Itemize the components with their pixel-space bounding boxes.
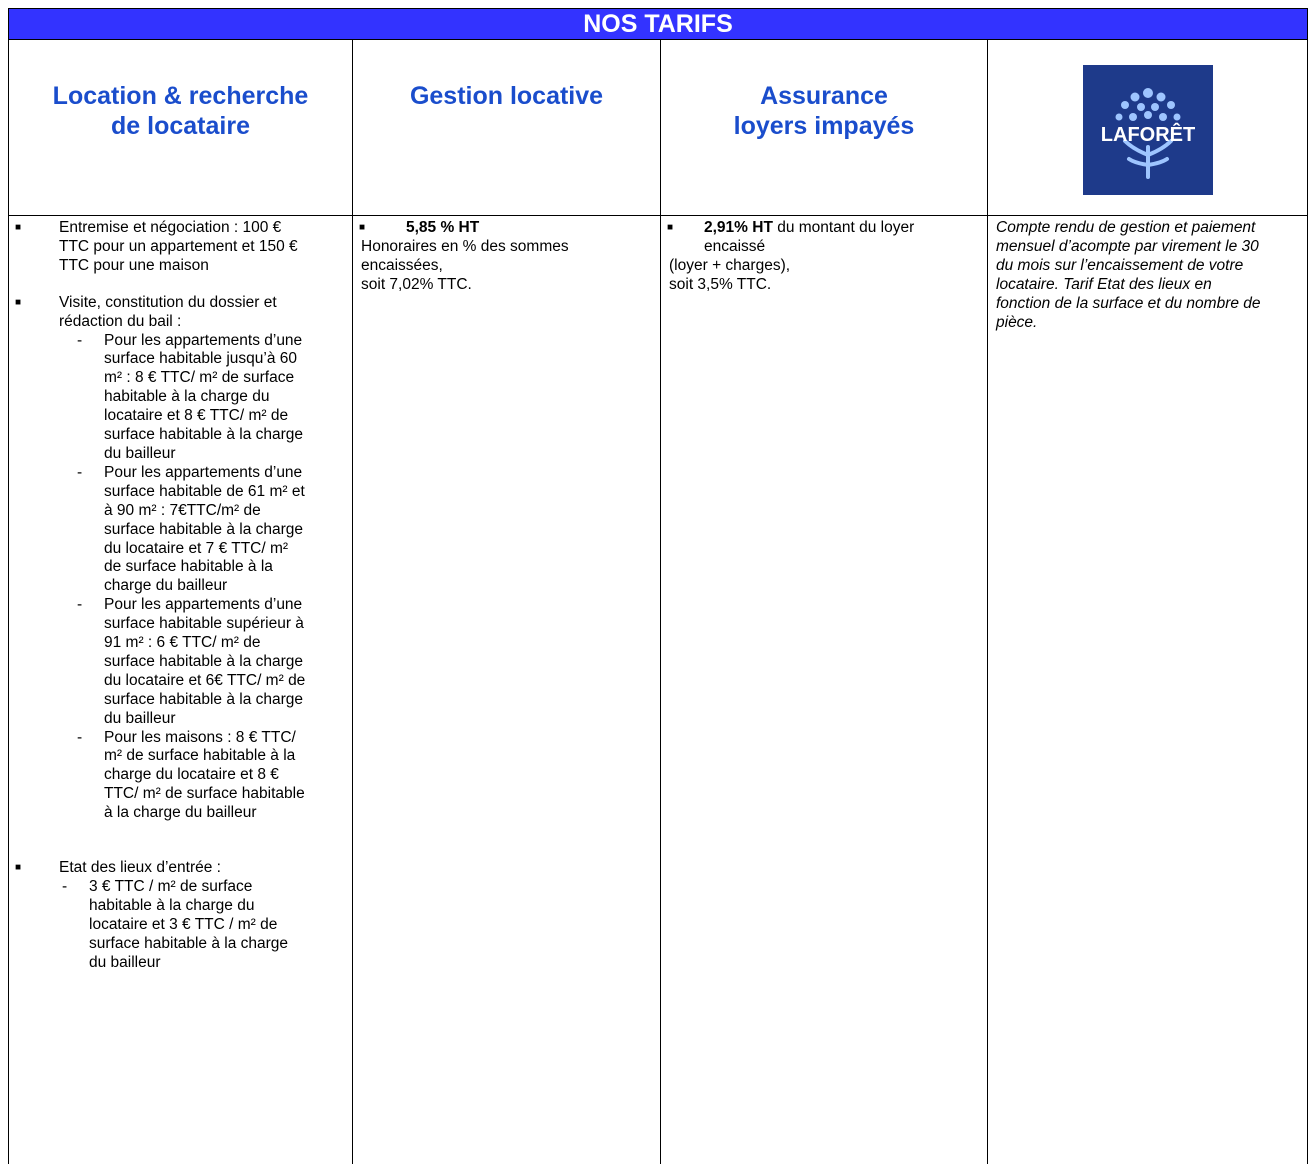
dash-marker: - [77,596,83,614]
list-item [353,219,660,238]
bullet-icon: ■ [359,222,366,233]
text-line: Visite, constitution du dossier et [59,293,277,311]
list-item [9,859,352,878]
text-line: surface habitable à la charge [104,690,304,708]
text-line: encaissées, [361,256,443,274]
text-line: surface habitable de 61 m² et [104,482,305,500]
header-assurance-line: Assurance [760,82,888,110]
sub-item [9,878,352,973]
text-line: de surface habitable à la [104,558,273,576]
list-item [661,219,987,257]
text-line: soit 7,02% TTC. [361,275,472,293]
text-line: surface habitable jusqu’à 60 [104,350,298,368]
text-line: Pour les appartements d’une [104,463,303,481]
text-line: surface habitable à la charge [104,426,304,444]
text-line: encaissé [704,237,766,255]
list-item [9,294,352,332]
header-gestion-line: Gestion locative [409,82,604,110]
text-line: Pour les maisons : 8 € TTC/ [104,728,296,746]
page-title: NOS TARIFS [8,8,1308,40]
text-line: surface habitable à la charge [104,520,304,538]
text-line: Etat des lieux d’entrée : [59,859,221,877]
text-line: soit 3,5% TTC. [669,275,772,293]
logo-text: LAFORÊT [1100,124,1196,146]
sub-item [9,332,352,464]
gestion-rate: 5,85 % HT [406,219,480,236]
text-line: surface habitable supérieur à [104,615,304,633]
header-location [9,39,352,215]
sub-item [9,464,352,596]
dash-marker: - [77,728,83,746]
list-item [9,219,352,276]
text-line: pièce. [996,313,1038,331]
column-divider [987,39,988,1164]
tariff-sheet [8,8,1310,1164]
bullet-icon: ■ [667,222,674,233]
header-divider [9,215,1307,216]
text-line: du montant du loyer [772,219,915,236]
assurance-rate: 2,91% HT [704,219,773,236]
text-line: surface habitable à la charge [104,652,304,670]
dash-marker: - [77,331,83,349]
text-line: 91 m² : 6 € TTC/ m² de [104,634,261,652]
text-line: Entremise et négociation : 100 € [59,219,282,236]
text-line: habitable à la charge du [104,388,270,406]
dash-marker: - [77,463,83,481]
bullet-icon: ■ [15,296,22,308]
bullet-icon: ■ [15,222,22,233]
dash-marker: - [62,878,68,895]
sub-item [9,596,352,728]
bullet-icon: ■ [15,862,22,874]
text-line: m² de surface habitable à la [104,747,296,765]
text-line: à 90 m² : 7€TTC/m² de [104,501,261,519]
assurance-cell [661,219,987,295]
text-line: m² : 8 € TTC/ m² de surface [104,369,295,387]
text-line: habitable à la charge du [89,896,255,914]
text-line: surface habitable à la charge [89,934,289,952]
text-line: locataire. Tarif Etat des lieux en [996,275,1212,293]
text-line: (loyer + charges), [669,256,791,274]
text-line: charge du bailleur [104,577,228,595]
tariff-table [8,39,1308,1164]
text-line: du mois sur l’encaissement de votre [996,256,1244,274]
text-line: charge du locataire et 8 € [104,766,279,784]
text-line: mensuel d’acompte par virement le 30 [996,237,1259,255]
text-line: Honoraires en % des sommes [361,237,569,255]
header-location-line: Location & recherche [52,82,309,110]
location-cell [9,219,352,973]
header-gestion [353,39,660,215]
text-line: du locataire et 7 € TTC/ m² [104,539,289,557]
header-location-line: de locataire [111,112,250,140]
text-line: fonction de la surface et du nombre de [996,294,1261,312]
text-line: locataire et 3 € TTC / m² de [89,915,278,933]
text-line: 3 € TTC / m² de surface [89,878,253,895]
laforet-logo [1083,65,1213,195]
tree-logo-icon [1083,65,1213,195]
text-line: TTC/ m² de surface habitable [104,785,305,803]
text-line: à la charge du bailleur [104,804,257,822]
header-assurance-line: loyers impayés [733,112,915,140]
text-line: rédaction du bail : [59,312,182,330]
text-line: Pour les appartements d’une [104,331,303,349]
text-line: du bailleur [104,709,176,727]
header-assurance [661,39,987,215]
text-line: du bailleur [104,444,176,462]
text-line: locataire et 8 € TTC/ m² de [104,407,289,425]
compte-rendu-cell [988,219,1309,332]
text-line: Compte rendu de gestion et paiement [996,219,1256,236]
text-line: TTC pour une maison [59,256,209,274]
text-line: Pour les appartements d’une [104,596,303,614]
text-line: TTC pour un appartement et 150 € [59,237,298,255]
sub-item [9,729,352,824]
text-line: du bailleur [89,953,161,971]
text-line: du locataire et 6€ TTC/ m² de [104,671,306,689]
gestion-cell [353,219,660,295]
